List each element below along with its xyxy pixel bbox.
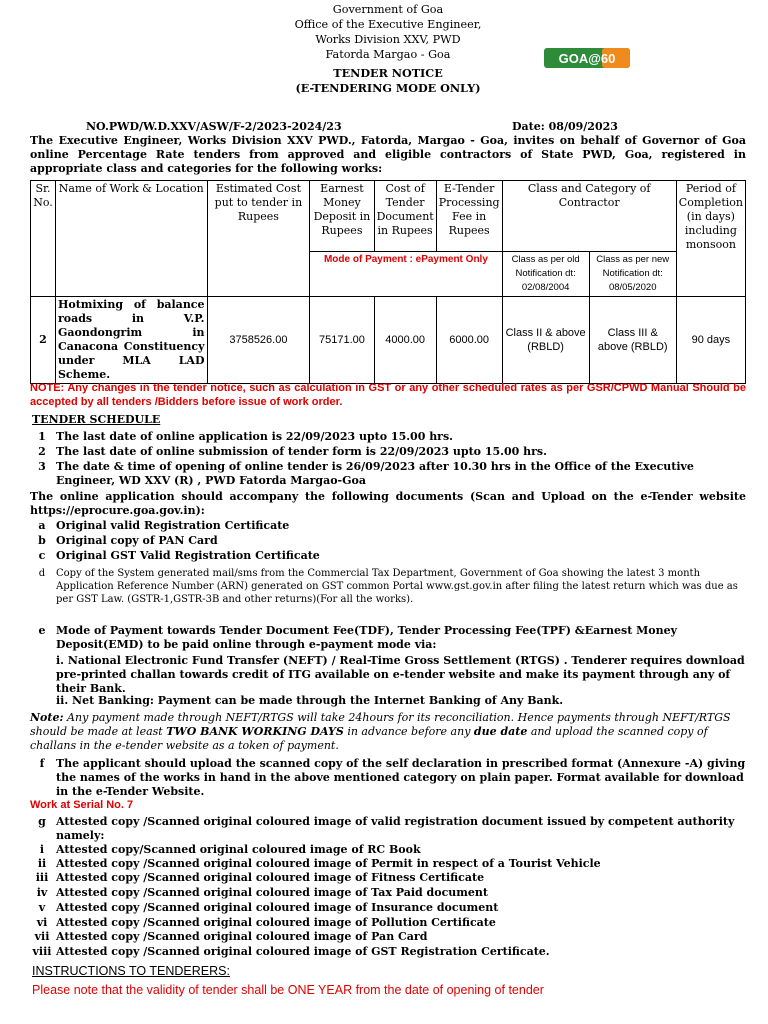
class-old-header: Class as per old Notification dt: 02/08/2004 xyxy=(502,252,589,297)
payment-note: Note: Any payment made through NEFT/RTGS will take 24hours for its reconciliation. Hence payments through NEFT/RTGS should be made at least TWO BANK WORKING DAYS in advance before any due date and upload the scanned copy of challans in the e-tender website as a token of payment. xyxy=(30,711,731,752)
row-fee: 6000.00 xyxy=(436,297,502,384)
row-class-new: Class III & above (RBLD) xyxy=(589,297,676,384)
row-doc: 4000.00 xyxy=(374,297,436,384)
header-line-3: Works Division XXV, PWD xyxy=(315,33,461,46)
col-sr-header: Sr. No. xyxy=(31,181,56,297)
col-name-header: Name of Work & Location xyxy=(55,181,207,297)
instructions-title: INSTRUCTIONS TO TENDERERS: xyxy=(32,964,230,978)
docs-intro: The online application should accompany the following documents (Scan and Upload on the e-Tender website https://eprocure.goa.gov.in): xyxy=(30,490,746,517)
notice-subtitle: (E-TENDERING MODE ONLY) xyxy=(295,81,481,95)
class-new-header: Class as per new Notification dt: 08/05/2020 xyxy=(589,252,676,297)
row-name: Hotmixing of balance roads in V.P. Gaondongrim in Canacona Constituency under MLA LAD Scheme. xyxy=(55,297,207,384)
header-line-2: Office of the Executive Engineer, xyxy=(294,18,482,31)
row-sr: 2 xyxy=(31,297,56,384)
col-fee-header: E-Tender Processing Fee in Rupees xyxy=(436,181,502,252)
row-period: 90 days xyxy=(676,297,745,384)
notice-title: TENDER NOTICE xyxy=(333,66,443,80)
validity-note: Please note that the validity of tender shall be ONE YEAR from the date of opening of tender xyxy=(32,983,544,997)
svg-text:GOA@60: GOA@60 xyxy=(558,51,616,66)
intro-paragraph: The Executive Engineer, Works Division XXV PWD., Fatorda, Margao - Goa, invites on behalf of Governor of Goa online Percentage Rate tenders from approved and eligible contractors of State PWD, Goa, registered in appropriate class and categories for the following works: xyxy=(30,134,746,175)
reference-number: NO.PWD/W.D.XXV/ASW/F-2/2023-2024/23 xyxy=(86,120,342,133)
header-line-4: Fatorda Margao - Goa xyxy=(325,48,451,61)
col-class-header: Class and Category of Contractor xyxy=(502,181,676,252)
col-emd-header: Earnest Money Deposit in Rupees xyxy=(310,181,374,252)
schedule-title: TENDER SCHEDULE xyxy=(32,413,161,426)
table-row xyxy=(31,297,746,384)
row-cost: 3758526.00 xyxy=(207,297,310,384)
header-block xyxy=(30,2,746,96)
serial7-title: Work at Serial No. 7 xyxy=(30,799,134,811)
notice-date: Date: 08/09/2023 xyxy=(512,120,618,133)
col-cost-header: Estimated Cost put to tender in Rupees xyxy=(207,181,310,297)
row-class-old: Class II & above (RBLD) xyxy=(502,297,589,384)
tender-table xyxy=(30,180,746,384)
payment-mode-note: Mode of Payment : ePayment Only xyxy=(310,252,502,297)
header-line-1: Government of Goa xyxy=(332,3,444,16)
red-note: NOTE: Any changes in the tender notice, such as calculation in GST or any other scheduled rates as per GSR/CPWD Manual Should be accepted by all tenders /Bidders before issue of work order. xyxy=(30,382,746,408)
goa-at-60-logo xyxy=(544,46,630,70)
col-period-header: Period of Completion (in days) including monsoon xyxy=(676,181,745,297)
col-doc-header: Cost of Tender Document in Rupees xyxy=(374,181,436,252)
row-emd: 75171.00 xyxy=(310,297,374,384)
